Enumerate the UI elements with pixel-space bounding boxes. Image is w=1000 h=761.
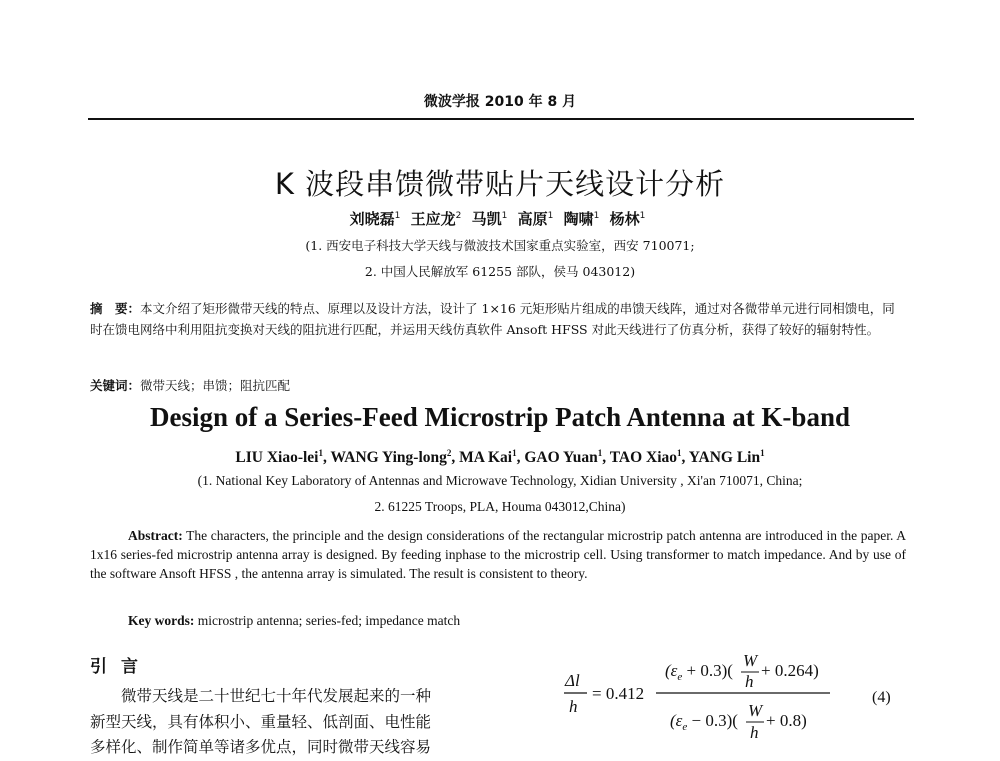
running-head: 微波学报 2010 年 8 月 xyxy=(423,94,577,110)
author-cn: 陶啸 xyxy=(563,210,594,228)
eq-numerator: $(\varepsilon_e + 0.3)$( xyxy=(665,661,733,683)
eq-coefficient: = 0.412 xyxy=(592,684,645,703)
authors-cn: 刘晓磊$^1$ 王应龙$^2$ 马凯$^1$ 高原$^1$ 陶啸$^1$ 杨林$^1$ xyxy=(349,210,646,228)
equation xyxy=(560,650,850,755)
eq-num-h: h xyxy=(745,672,754,691)
eq-lhs-numerator: Δl xyxy=(565,671,580,690)
abstract-cn-label: 摘 要： xyxy=(90,301,141,316)
abstract-en-label: Abstract: xyxy=(128,528,183,543)
body-line: 多样化、制作简单等诸多优点，同时微带天线容易 xyxy=(90,738,432,756)
author-en: MA Kai xyxy=(459,449,513,467)
eq-den-tail: + 0.8) xyxy=(766,711,807,730)
affiliation-en-2: 2. 61225 Troops, PLA, Houma 043012,China) xyxy=(374,499,626,514)
keywords-en-label: Key words: xyxy=(128,613,195,628)
authors-en: LIU Xiao-lei$^1$, WANG Ying-long$^2$, MA Kai$^1$, GAO Yuan$^1$, TAO Xiao$^1$, YANG Lin$^1$ xyxy=(235,448,765,467)
eq-den-w: W xyxy=(748,701,763,720)
author-en: WANG Ying-long xyxy=(330,449,447,467)
author-en: LIU Xiao-lei xyxy=(235,449,319,467)
abstract-cn-text: 本文介绍了矩形微带天线的特点、原理以及设计方法，设计了 1×16 元矩形贴片组成的串馈天线阵，通过对各微带单元进行同相馈电，同时在馈电网络中利用阻抗变换对天线的阻抗进行匹配，并运用天线仿真软件 Ansoft HFSS 对此天线进行了仿真分析，获得了较好的辐射特性。 xyxy=(90,301,895,337)
author-cn: 杨林 xyxy=(609,210,640,228)
affiliation-en-1: (1. National Key Laboratory of Antennas and Microwave Technology, Xidian University , Xi'an 710071, China; xyxy=(197,473,803,488)
keywords-cn-text: 微带天线；串馈；阻抗匹配 xyxy=(140,378,291,393)
title-cn: K 波段串馈微带贴片天线设计分析 xyxy=(274,167,726,201)
author-cn: 马凯 xyxy=(471,210,502,228)
keywords-cn xyxy=(90,375,905,396)
eq-num-tail: + 0.264) xyxy=(761,661,819,680)
author-cn: 高原 xyxy=(517,210,548,228)
author-cn: 刘晓磊 xyxy=(349,210,395,228)
eq-denominator: $(\varepsilon_e - 0.3)$( xyxy=(670,711,738,733)
body-text xyxy=(90,684,494,761)
author-cn: 王应龙 xyxy=(410,210,456,228)
body-line: 新型天线，具有体积小、重量轻、低剖面、电性能 xyxy=(90,712,432,731)
header-rule xyxy=(88,118,914,120)
keywords-en xyxy=(128,613,460,629)
eq-num-w: W xyxy=(743,651,758,670)
keywords-cn-label: 关键词： xyxy=(90,378,141,393)
keywords-en-text: microstrip antenna; series-fed; impedance match xyxy=(197,613,461,628)
author-en: YANG Lin xyxy=(688,449,761,467)
author-en: TAO Xiao xyxy=(609,449,678,467)
abstract-cn xyxy=(90,298,905,340)
eq-lhs-denominator: h xyxy=(569,697,578,716)
affiliation-cn-2: 2. 中国人民解放军 61255 部队，侯马 043012) xyxy=(364,264,636,279)
section-heading: 引言 xyxy=(90,657,152,677)
abstract-en-text: The characters, the principle and the design considerations of the rectangular microstrip patch antenna are introduced in the paper. A 1x16 series-fed microstrip antenna array is designed. By feeding inphase to the microstrip cell. Using transformer to match impedance. And by use of the software Ansoft HFSS , the antenna array is simulated. The result is consistent to theory. xyxy=(90,528,906,581)
equation-number: (4) xyxy=(872,689,891,706)
author-en: GAO Yuan xyxy=(524,449,598,467)
eq-den-h: h xyxy=(750,723,759,742)
abstract-en xyxy=(90,526,906,583)
affiliation-cn-1: (1. 西安电子科技大学天线与微波技术国家重点实验室，西安 710071; xyxy=(305,238,695,253)
title-en: Design of a Series-Feed Microstrip Patch Antenna at K-band xyxy=(150,402,850,432)
body-line: 微带天线是二十世纪七十年代发展起来的一种 xyxy=(121,687,432,705)
